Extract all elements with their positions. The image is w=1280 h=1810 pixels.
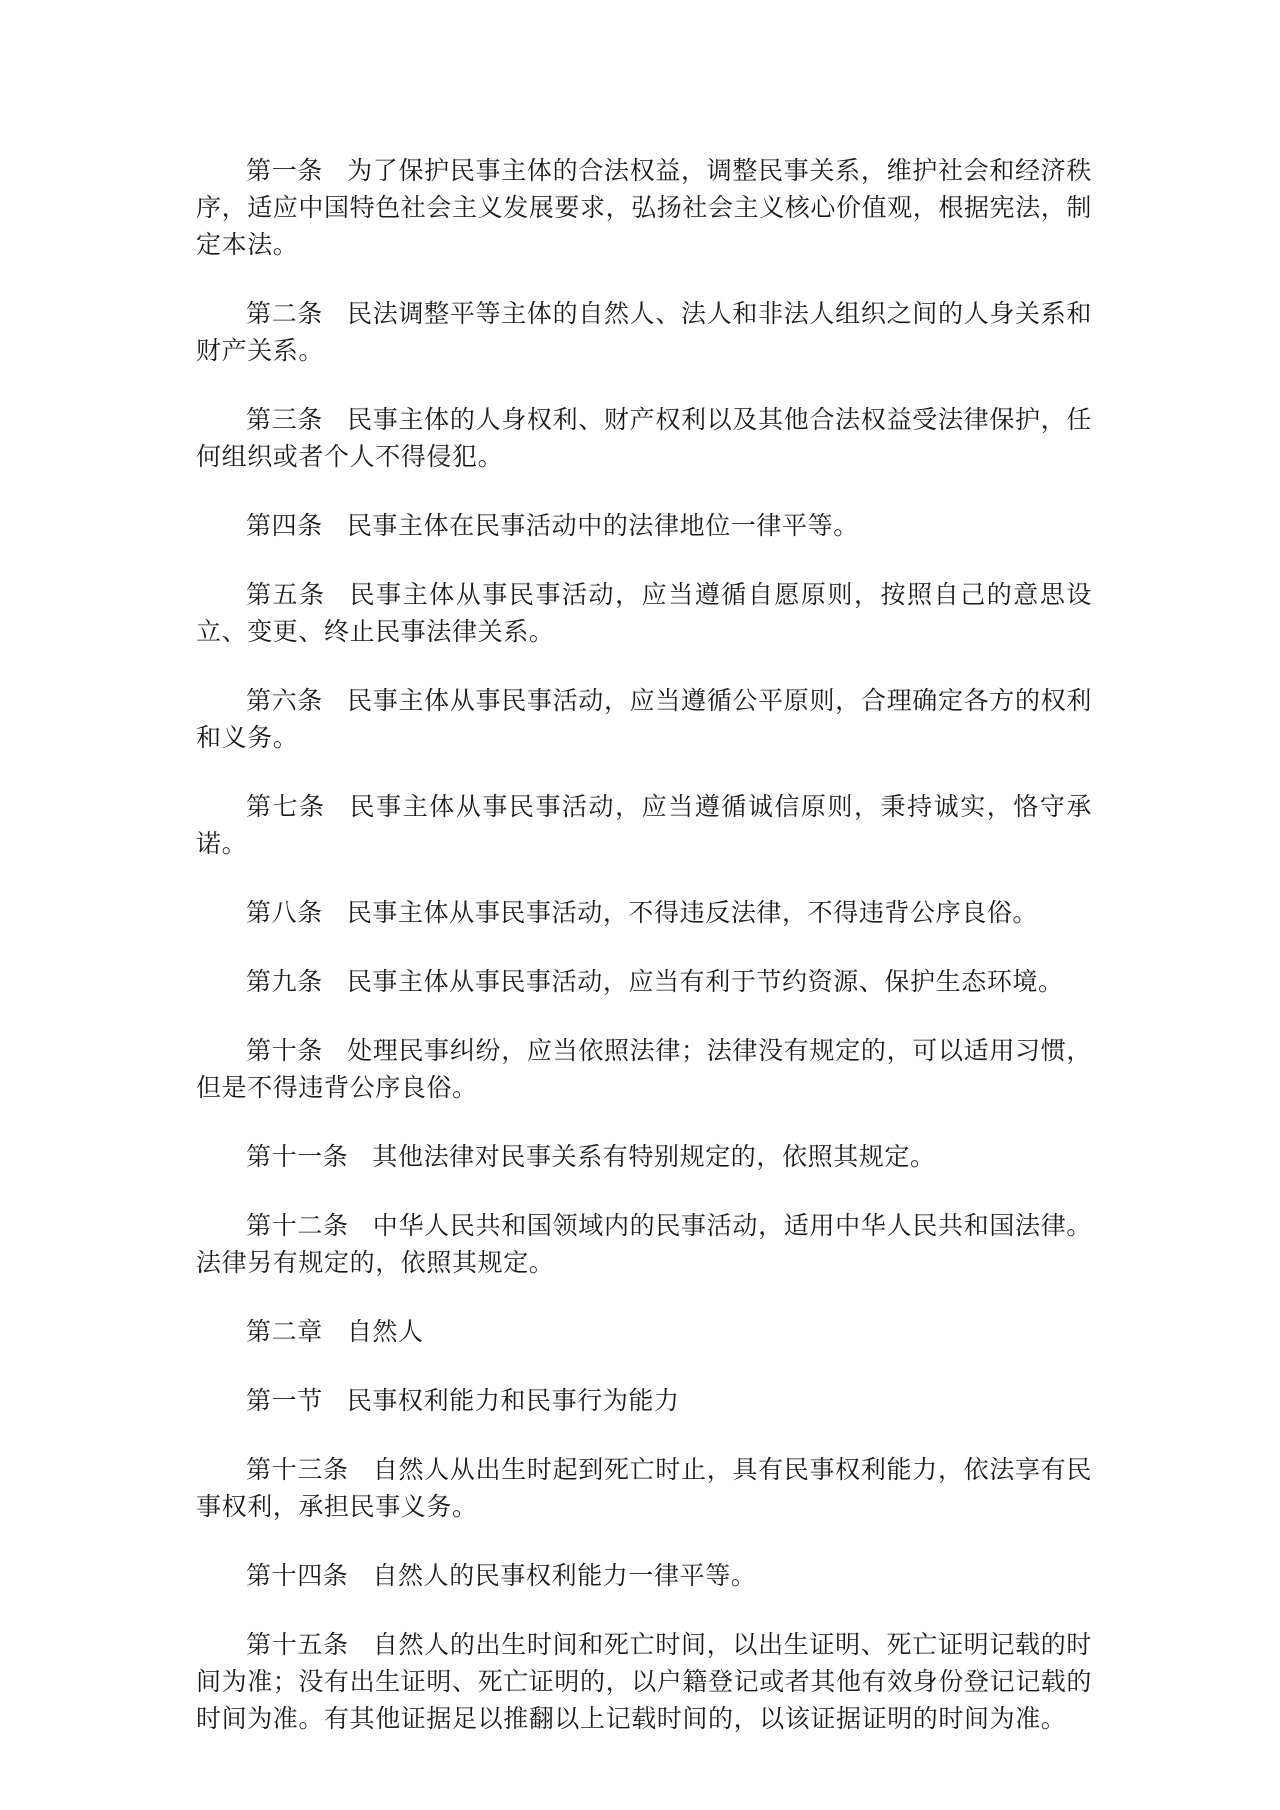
article-14 — [196, 1557, 1092, 1594]
article-number: 第十条 — [246, 1036, 324, 1065]
article-text: 民事主体从事民事活动，应当遵循诚信原则，秉持诚实，恪守承诺。 — [196, 792, 1092, 858]
article-text: 民事主体的人身权利、财产权利以及其他合法权益受法律保护，任何组织或者个人不得侵犯。 — [196, 405, 1092, 471]
article-text: 处理民事纠纷，应当依照法律；法律没有规定的，可以适用习惯，但是不得违背公序良俗。 — [196, 1036, 1092, 1102]
article-number: 第十二条 — [246, 1211, 349, 1240]
article-number: 第十一条 — [246, 1142, 349, 1171]
chapter-title: 自然人 — [346, 1317, 424, 1346]
article-4 — [196, 507, 1092, 544]
article-number: 第七条 — [246, 792, 326, 821]
section-number: 第一节 — [246, 1386, 323, 1415]
chapter-number: 第二章 — [246, 1317, 323, 1346]
article-2 — [196, 295, 1092, 369]
article-text: 民事主体从事民事活动，应当有利于节约资源、保护生态环境。 — [346, 967, 1064, 996]
article-text: 民法调整平等主体的自然人、法人和非法人组织之间的人身关系和财产关系。 — [196, 299, 1092, 365]
article-number: 第六条 — [246, 686, 324, 715]
article-text: 自然人的民事权利能力一律平等。 — [372, 1561, 757, 1590]
article-number: 第十四条 — [246, 1561, 349, 1590]
article-number: 第五条 — [246, 580, 326, 609]
article-text: 民事主体在民事活动中的法律地位一律平等。 — [346, 511, 859, 540]
section-title: 民事权利能力和民事行为能力 — [346, 1386, 680, 1415]
article-number: 第十三条 — [246, 1455, 349, 1484]
article-10 — [196, 1032, 1092, 1106]
article-text: 为了保护民事主体的合法权益，调整民事关系，维护社会和经济秩序，适应中国特色社会主义发展要求，弘扬社会主义核心价值观，根据宪法，制定本法。 — [196, 156, 1093, 259]
article-5 — [196, 576, 1092, 650]
article-1 — [196, 152, 1092, 263]
article-12 — [196, 1207, 1092, 1281]
section-heading — [196, 1382, 1092, 1419]
article-text: 民事主体从事民事活动，不得违反法律，不得违背公序良俗。 — [346, 898, 1039, 927]
article-8 — [196, 894, 1092, 931]
article-6 — [196, 682, 1092, 756]
article-number: 第四条 — [246, 511, 323, 540]
article-number: 第一条 — [246, 156, 324, 185]
article-15 — [196, 1626, 1092, 1737]
article-text: 中华人民共和国领域内的民事活动，适用中华人民共和国法律。法律另有规定的，依照其规定。 — [196, 1211, 1092, 1277]
article-text: 民事主体从事民事活动，应当遵循公平原则，合理确定各方的权利和义务。 — [196, 686, 1092, 752]
article-text: 其他法律对民事关系有特别规定的，依照其规定。 — [372, 1142, 936, 1171]
article-text: 自然人的出生时间和死亡时间，以出生证明、死亡证明记载的时间为准；没有出生证明、死亡证明的，以户籍登记或者其他有效身份登记记载的时间为准。有其他证据足以推翻以上记载时间的，以该证据证明的时间为准。 — [196, 1630, 1093, 1733]
article-text: 自然人从出生时起到死亡时止，具有民事权利能力，依法享有民事权利，承担民事义务。 — [196, 1455, 1092, 1521]
article-3 — [196, 401, 1092, 475]
chapter-heading — [196, 1313, 1092, 1350]
article-number: 第三条 — [246, 405, 324, 434]
article-7 — [196, 788, 1092, 862]
article-9 — [196, 963, 1092, 1000]
article-number: 第十五条 — [246, 1630, 349, 1659]
article-number: 第二条 — [246, 299, 324, 328]
document-body — [196, 152, 1092, 1769]
article-number: 第八条 — [246, 898, 323, 927]
article-text: 民事主体从事民事活动，应当遵循自愿原则，按照自己的意思设立、变更、终止民事法律关系。 — [196, 580, 1092, 646]
article-13 — [196, 1451, 1092, 1525]
article-number: 第九条 — [246, 967, 323, 996]
article-11 — [196, 1138, 1092, 1175]
